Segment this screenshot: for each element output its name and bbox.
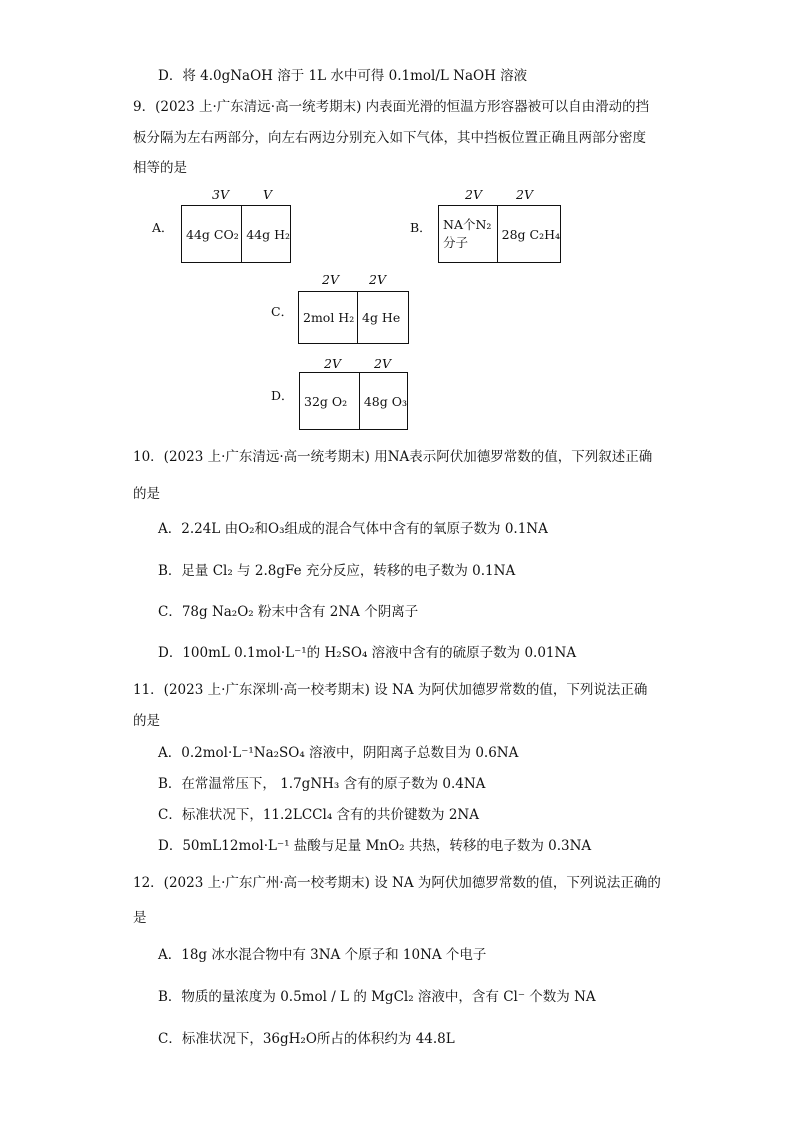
q11-option-c: C．标准状况下，11.2LCCl₄ 含有的共价键数为 2NA (158, 807, 479, 823)
q11-option-d: D．50mL12mol·L⁻¹ 盐酸与足量 MnO₂ 共热，转移的电子数为 0.3NA (158, 838, 592, 854)
q12-stem-line1: 12．(2023 上·广东广州·高一校考期末) 设 NA 为阿伏加德罗常数的值，下列说法正确的 (133, 875, 661, 891)
q9-d-container (299, 372, 408, 430)
q9-c-volume-left: 2V (322, 272, 339, 287)
q9-d-volume-left: 2V (324, 356, 341, 371)
q10-option-a: A．2.24L 由O₂和O₃组成的混合气体中含有的氧原子数为 0.1NA (158, 521, 548, 537)
q9-option-a-label: A． (152, 220, 174, 235)
q9-option-d-label: D． (271, 388, 294, 403)
q9-b-volume-left: 2V (465, 187, 482, 202)
q9-option-b-label: B． (410, 220, 432, 235)
q9-c-right-gas: 4g He (357, 292, 408, 343)
q9-b-left-line2: 分子 (443, 235, 469, 250)
q10-option-d: D．100mL 0.1mol·L⁻¹的 H₂SO₄ 溶液中含有的硫原子数为 0.01NA (158, 645, 577, 661)
q9-d-right-gas: 48g O₃ (359, 373, 407, 429)
q8-option-d: D．将 4.0gNaOH 溶于 1L 水中可得 0.1mol/L NaOH 溶液 (158, 68, 528, 84)
q9-c-volume-right: 2V (369, 272, 386, 287)
q9-c-left-gas: 2mol H₂ (303, 310, 355, 325)
q9-b-left-line1: NA个N₂ (443, 217, 492, 232)
q9-d-left-gas: 32g O₂ (304, 393, 348, 409)
q10-stem-line2: 的是 (133, 486, 160, 502)
q12-option-a: A．18g 冰水混合物中有 3NA 个原子和 10NA 个电子 (158, 947, 487, 963)
q12-option-b: B．物质的量浓度为 0.5mol / L 的 MgCl₂ 溶液中，含有 Cl⁻ 个数为 NA (158, 989, 596, 1005)
q9-stem-line3: 相等的是 (133, 160, 187, 176)
q12-stem-line2: 是 (133, 910, 147, 926)
q9-a-volume-right: V (263, 187, 273, 202)
q11-stem-line1: 11．(2023 上·广东深圳·高一校考期末) 设 NA 为阿伏加德罗常数的值，下列说法正确 (133, 682, 648, 698)
q9-a-container (181, 205, 291, 263)
q9-b-right-gas: 28g C₂H₄ (497, 206, 560, 262)
q9-stem-line1: 9．(2023 上·广东清远·高一统考期末) 内表面光滑的恒温方形容器被可以自由滑动的挡 (133, 99, 650, 115)
q9-a-volume-left: 3V (212, 187, 229, 202)
q10-option-b: B．足量 Cl₂ 与 2.8gFe 充分反应，转移的电子数为 0.1NA (158, 563, 516, 579)
q9-c-container (298, 291, 409, 344)
q11-stem-line2: 的是 (133, 713, 160, 729)
q9-b-container (438, 205, 561, 263)
q12-option-c: C．标准状况下，36gH₂O所占的体积约为 44.8L (158, 1031, 455, 1047)
q10-option-c: C．78g Na₂O₂ 粉末中含有 2NA 个阴离子 (158, 604, 419, 620)
q9-a-right-gas: 44g H₂ (241, 206, 290, 262)
q11-option-a: A．0.2mol·L⁻¹Na₂SO₄ 溶液中，阴阳离子总数目为 0.6NA (158, 745, 519, 761)
q9-stem-line2: 板分隔为左右两部分，向左右两边分别充入如下气体，其中挡板位置正确且两部分密度 (133, 130, 646, 146)
q9-b-left-gas (439, 206, 497, 262)
q11-option-b: B．在常温常压下， 1.7gNH₃ 含有的原子数为 0.4NA (158, 776, 486, 792)
q9-d-volume-right: 2V (374, 356, 391, 371)
q9-a-left-gas: 44g CO₂ (186, 226, 239, 242)
q9-option-c-label: C． (271, 304, 294, 319)
q9-b-volume-right: 2V (516, 187, 533, 202)
q10-stem-line1: 10．(2023 上·广东清远·高一统考期末) 用NA表示阿伏加德罗常数的值，下列叙述正确 (133, 449, 653, 465)
